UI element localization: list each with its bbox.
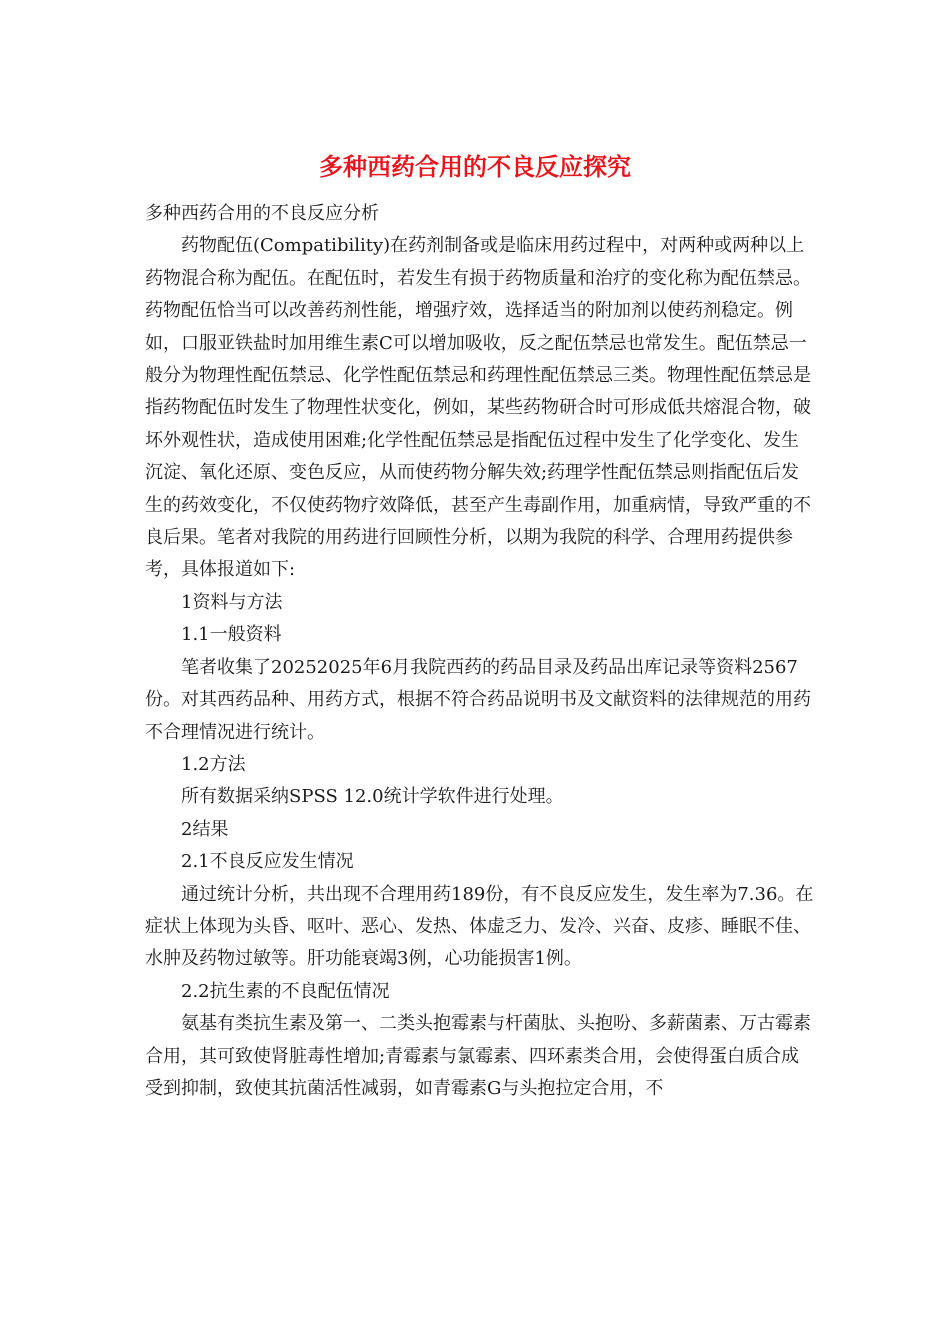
heading-results: 2结果 [181, 818, 229, 840]
paragraph-intro: 药物配伍(Compatibility)在药剂制备或是临床用药过程中，对两种或两种以上药物混合称为配伍。在配伍时，若发生有损于药物质量和治疗的变化称为配伍禁忌。药物配伍恰当可以改善药剂性能，增强疗效，选择适当的附加剂以使药剂稳定。例如，口服亚铁盐时加用维生素C可以增加吸收，反之配伍禁忌也常发生。配伍禁忌一般分为物理性配伍禁忌、化学性配伍禁忌和药理性配伍禁忌三类。物理性配伍禁忌是指药物配伍时发生了物理性状变化，例如，某些药物研合时可形成低共熔混合物，破坏外观性状，造成使用困难;化学性配伍禁忌是指配伍过程中发生了化学变化、发生沉淀、氧化还原、变色反应，从而使药物分解失效;药理学性配伍禁忌则指配伍后发生的药效变化，不仅使药物疗效降低，甚至产生毒副作用，加重病情，导致严重的不良后果。笔者对我院的用药进行回顾性分析，以期为我院的科学、合理用药提供参考，具体报道如下: [145, 235, 811, 581]
document-subtitle: 多种西药合用的不良反应分析 [145, 203, 379, 224]
paragraph-methods: 所有数据采纳SPSS 12.0统计学软件进行处理。 [181, 786, 564, 808]
paragraph-antibiotics: 氨基有类抗生素及第一、二类头抱霉素与杆菌肽、头抱吩、多薪菌素、万古霉素合用，其可致使肾脏毒性增加;青霉素与氯霉素、四环素类合用，会使得蛋白质合成受到抑制，致使其抗菌活性减弱，如青霉素G与头抱拉定合用，不 [145, 1013, 811, 1099]
heading-antibiotics: 2.2抗生素的不良配伍情况 [181, 980, 390, 1002]
heading-materials-methods: 1资料与方法 [181, 591, 283, 613]
document-title: 多种西药合用的不良反应探究 [319, 153, 631, 181]
paragraph-adverse-reactions: 通过统计分析，共出现不合理用药189份，有不良反应发生，发生率为7.36。在症状上体现为头昏、呕叶、恶心、发热、体虚乏力、发冷、兴奋、皮疹、睡眠不佳、水肿及药物过敏等。肝功能衰竭3例，心功能损害1例。 [145, 883, 814, 970]
heading-general-data: 1.1一般资料 [181, 624, 282, 646]
heading-adverse-reactions: 2.1不良反应发生情况 [181, 851, 354, 873]
document-body [145, 198, 815, 1105]
heading-methods: 1.2方法 [181, 753, 246, 775]
paragraph-general-data: 笔者收集了20252025年6月我院西药的药品目录及药品出库记录等资料2567份。对其西药品种、用药方式，根据不符合药品说明书及文献资料的法律规范的用药不合理情况进行统计。 [145, 656, 811, 743]
